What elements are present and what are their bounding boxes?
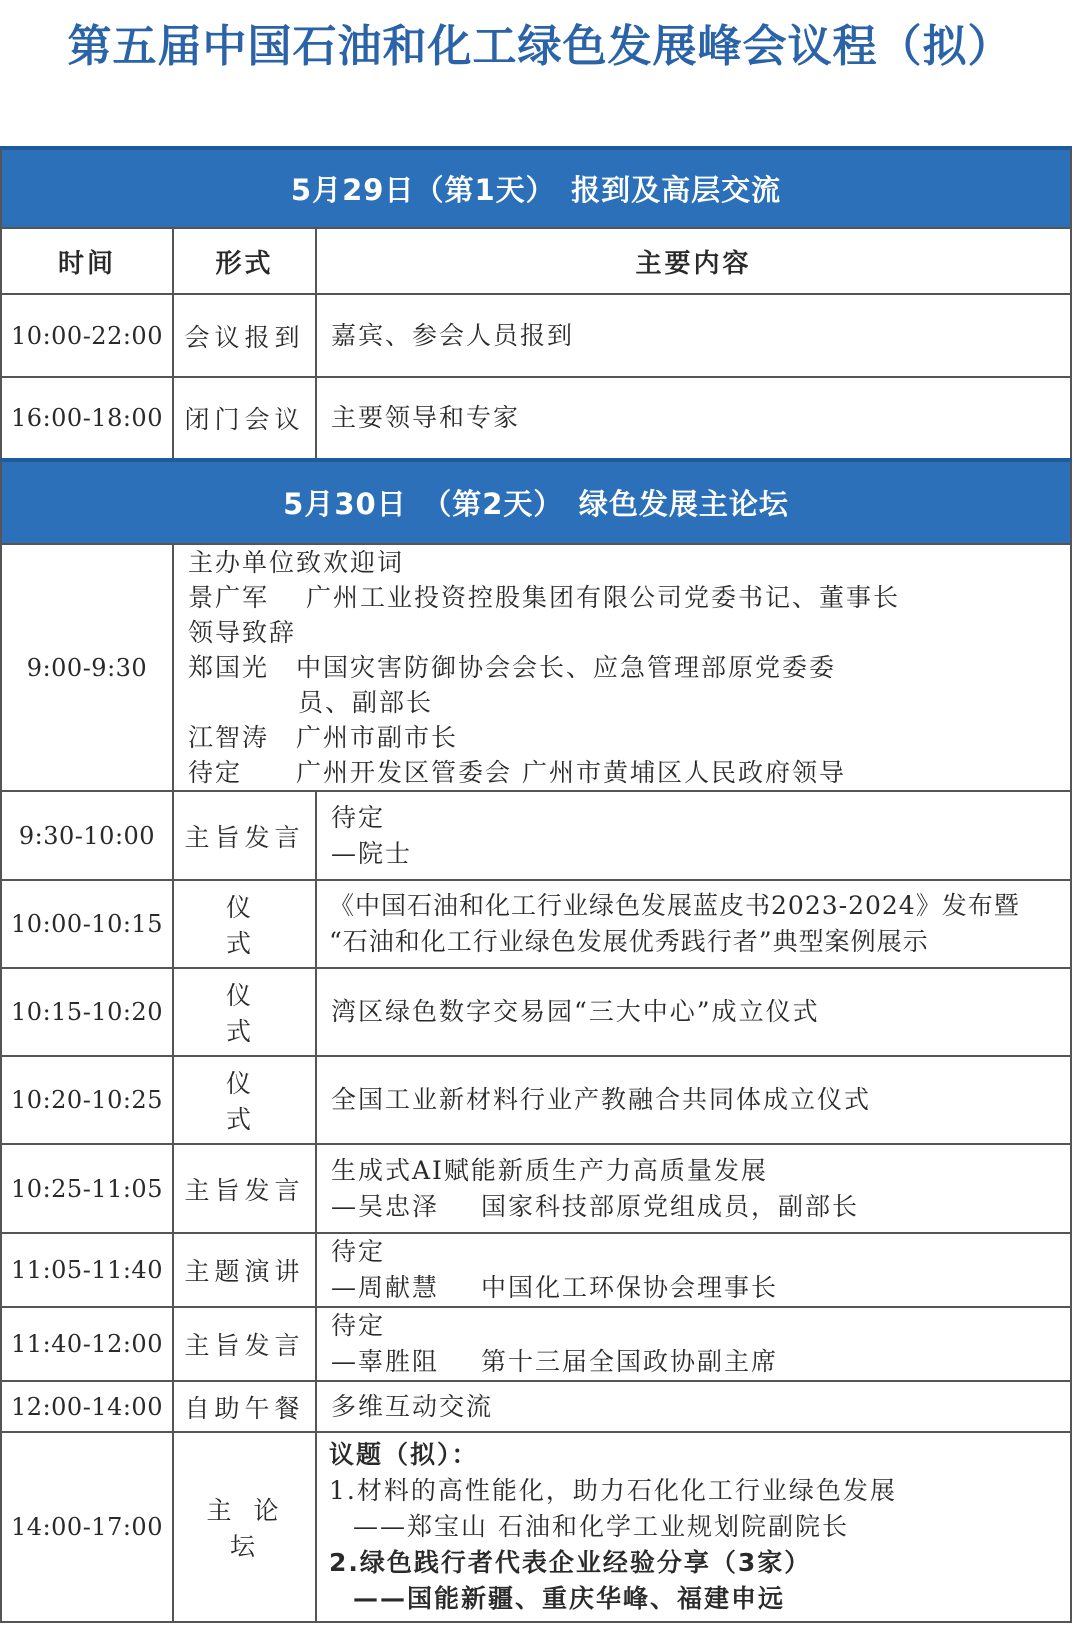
table-row (1, 1056, 1071, 1144)
header-content: 主要内容 (316, 228, 1071, 294)
table-row (1, 1233, 1071, 1307)
row-form: 主旨发言 (173, 1144, 316, 1233)
row-form: 会议报到 (173, 294, 316, 377)
content-line: ——国能新疆、重庆华峰、福建申远 (353, 1584, 786, 1613)
page-title: 第五届中国石油和化工绿色发展峰会议程（拟） (67, 21, 1013, 72)
table-row (1, 1144, 1071, 1233)
header-form: 形式 (173, 228, 316, 294)
content-line: 2.绿色践行者代表企业经验分享（3家） (329, 1548, 812, 1577)
row-form: 主旨发言 (173, 1307, 316, 1381)
speaker-name: —吴忠泽 (331, 1191, 440, 1221)
content-line: ——郑宝山 石油和化学工业规划院副院长 (353, 1512, 849, 1541)
day1-band: 5月29日（第1天） 报到及高层交流 (1, 148, 1071, 228)
content-line: “石油和化工行业绿色发展优秀践行者”典型案例展示 (329, 927, 929, 956)
opening-line (188, 720, 1070, 755)
speaker-name: 待定 (188, 758, 243, 787)
table-row (1, 791, 1071, 880)
opening-line (188, 580, 1070, 615)
speaker-title: 国家科技部原党组成员，副部长 (481, 1191, 860, 1221)
speaker-name: 景广军 (188, 583, 270, 612)
row-time: 9:00-9:30 (1, 544, 173, 791)
row-content (316, 1432, 1071, 1622)
row-time: 10:00-10:15 (1, 880, 173, 968)
table-row (1, 1307, 1071, 1381)
content-line (331, 1344, 1070, 1380)
row-time: 10:15-10:20 (1, 968, 173, 1056)
row-content (316, 880, 1071, 968)
row-content: 主要领导和专家 (316, 377, 1071, 460)
table-row (1, 544, 1071, 791)
row-time: 9:30-10:00 (1, 791, 173, 880)
row-time: 14:00-17:00 (1, 1432, 173, 1622)
content-line: 生成式AI赋能新质生产力高质量发展 (331, 1155, 768, 1185)
row-time: 10:20-10:25 (1, 1056, 173, 1144)
speaker-title: 广州开发区管委会 广州市黄埔区人民政府领导 (296, 758, 846, 787)
row-form: 仪式 (173, 880, 316, 968)
content-line: 议题（拟）： (329, 1440, 479, 1469)
speaker-title: 广州市副市长 (296, 723, 459, 752)
row-content (316, 1144, 1071, 1233)
row-content (316, 1233, 1071, 1307)
speaker-name: 郑国光 (188, 653, 270, 682)
table-row (1, 294, 1071, 377)
opening-line: 领导致辞 (188, 618, 297, 647)
table-row (1, 880, 1071, 968)
day2-band: 5月30日 （第2天） 绿色发展主论坛 (1, 460, 1071, 544)
row-form: 仪式 (173, 968, 316, 1056)
agenda-table (0, 146, 1072, 1623)
row-form: 主旨发言 (173, 791, 316, 880)
table-row (1, 1381, 1071, 1432)
opening-line (188, 755, 1070, 790)
row-time: 10:00-22:00 (1, 294, 173, 377)
speaker-name: —辜胜阻 (331, 1347, 440, 1376)
speaker-name: —周献慧 (331, 1273, 440, 1302)
speaker-title: 中国化工环保协会理事长 (481, 1273, 779, 1302)
day2-band-row (1, 460, 1071, 544)
content-line: 待定 (331, 802, 386, 832)
row-form: 闭门会议 (173, 377, 316, 460)
table-row (1, 1432, 1071, 1622)
content-line: —院士 (331, 838, 413, 868)
table-row (1, 377, 1071, 460)
row-content: 湾区绿色数字交易园“三大中心”成立仪式 (316, 968, 1071, 1056)
row-content: 嘉宾、参会人员报到 (316, 294, 1071, 377)
row-content (316, 791, 1071, 880)
row-time: 11:05-11:40 (1, 1233, 173, 1307)
row-content: 多维互动交流 (316, 1381, 1071, 1432)
row-time: 10:25-11:05 (1, 1144, 173, 1233)
row-form: 主题演讲 (173, 1233, 316, 1307)
speaker-title: 广州工业投资控股集团有限公司党委书记、董事长 (306, 583, 901, 612)
table-row (1, 968, 1071, 1056)
row-form: 主论坛 (173, 1432, 316, 1622)
row-form: 自助午餐 (173, 1381, 316, 1432)
opening-line (188, 650, 1070, 685)
opening-line: 主办单位致欢迎词 (188, 548, 405, 577)
content-line: 待定 (331, 1311, 386, 1340)
opening-content (173, 544, 1071, 791)
opening-line: 员、副部长 (298, 688, 434, 717)
header-row (1, 228, 1071, 294)
speaker-name: 江智涛 (188, 723, 270, 752)
row-form: 仪式 (173, 1056, 316, 1144)
content-line: 待定 (331, 1237, 386, 1266)
row-time: 16:00-18:00 (1, 377, 173, 460)
content-line (331, 1189, 1070, 1225)
row-time: 12:00-14:00 (1, 1381, 173, 1432)
row-time: 11:40-12:00 (1, 1307, 173, 1381)
content-line: 《中国石油和化工行业绿色发展蓝皮书2023-2024》发布暨 (329, 891, 1020, 920)
header-time: 时间 (1, 228, 173, 294)
row-content (316, 1307, 1071, 1381)
speaker-title: 第十三届全国政协副主席 (481, 1347, 779, 1376)
row-content: 全国工业新材料行业产教融合共同体成立仪式 (316, 1056, 1071, 1144)
day1-band-row (1, 148, 1071, 228)
content-line (331, 1270, 1070, 1306)
content-line: 1.材料的高性能化，助力石化化工行业绿色发展 (329, 1476, 897, 1505)
speaker-title: 中国灾害防御协会会长、应急管理部原党委委 (296, 653, 837, 682)
